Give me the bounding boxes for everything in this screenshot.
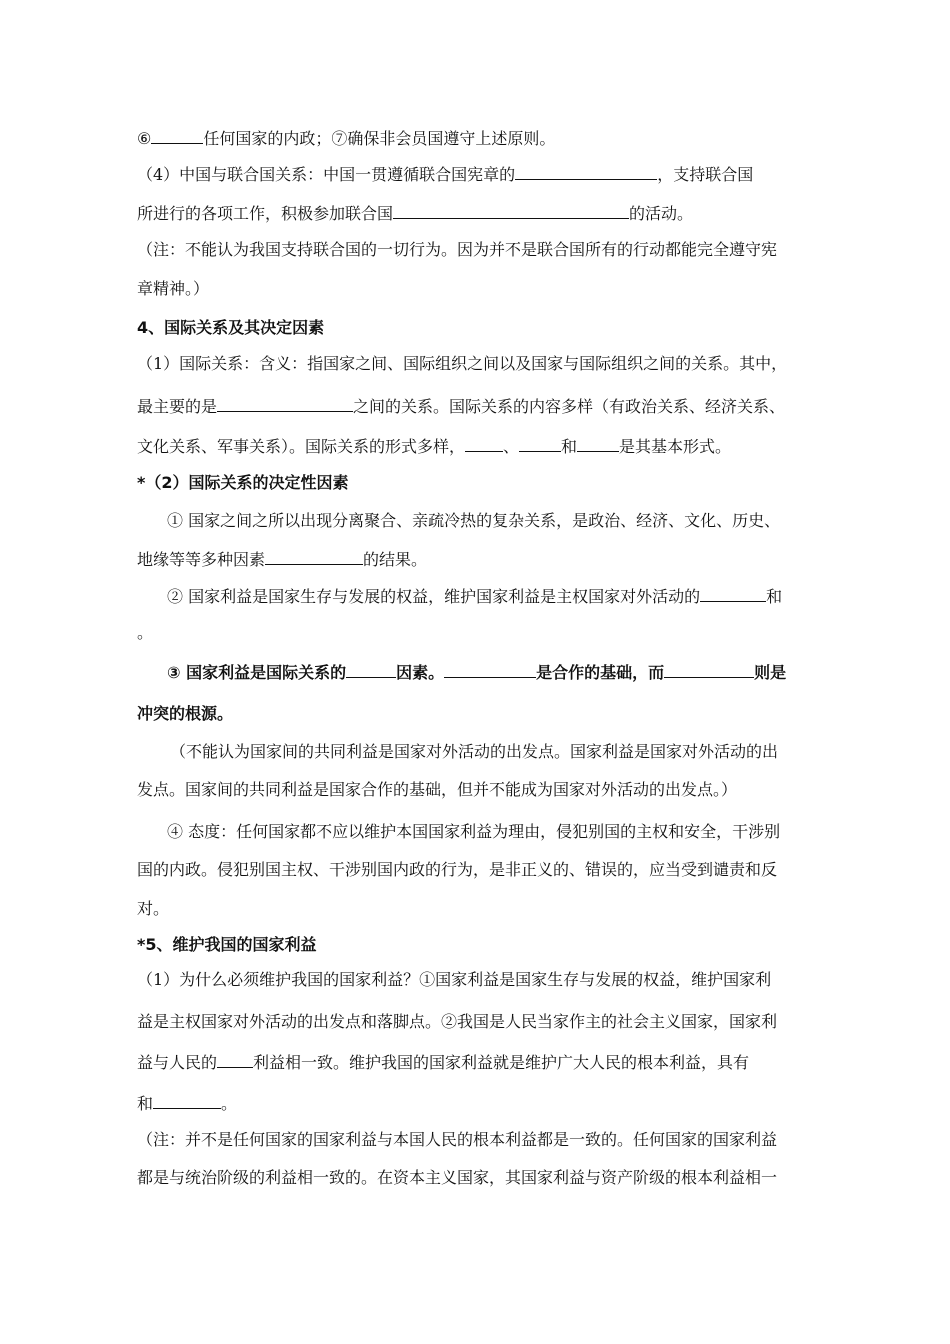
text-line xyxy=(167,586,782,607)
text: 和 xyxy=(137,1094,154,1113)
fill-blank xyxy=(519,436,561,452)
fill-blank xyxy=(664,662,754,678)
text-line: ① 国家之间之所以出现分离聚合、亲疏冷热的复杂关系，是政治、经济、文化、历史、 xyxy=(167,511,781,530)
text: 之间的关系。国际关系的内容多样（有政治关系、经济关系、 xyxy=(353,397,786,416)
text-line xyxy=(137,1052,749,1073)
text: 任何国家的内政；⑦确保非会员国遵守上述原则。 xyxy=(203,129,556,148)
text-line: 国的内政。侵犯别国主权、干涉别国内政的行为，是非正义的、错误的，应当受到谴责和反 xyxy=(137,860,778,879)
text-line: 发点。国家间的共同利益是国家合作的基础，但并不能成为国家对外活动的出发点。） xyxy=(137,780,738,799)
text-line: 章精神。） xyxy=(137,279,210,298)
text-line: （注：不能认为我国支持联合国的一切行为。因为并不是联合国所有的行动都能完全遵守宪 xyxy=(137,240,778,259)
text: 、 xyxy=(503,437,520,456)
text-line xyxy=(137,1093,237,1114)
text: 因素。 xyxy=(396,663,445,682)
fill-blank xyxy=(265,549,363,565)
text: 的结果。 xyxy=(363,550,428,569)
text: 和 xyxy=(766,587,783,606)
text-line: （注：并不是任何国家的国家利益与本国人民的根本利益都是一致的。任何国家的国家利益 xyxy=(137,1130,778,1149)
text: 文化关系、军事关系）。国际关系的形式多样， xyxy=(137,437,466,456)
fill-blank xyxy=(151,128,203,144)
text-line xyxy=(137,128,555,149)
fill-blank xyxy=(515,164,657,180)
text-line xyxy=(137,164,753,185)
fill-blank xyxy=(700,586,766,602)
text: ② 国家利益是国家生存与发展的权益，维护国家利益是主权国家对外活动的 xyxy=(167,587,701,606)
fill-blank xyxy=(217,396,353,412)
text-line: ④ 态度：任何国家都不应以维护本国国家利益为理由，侵犯别国的主权和安全，干涉别 xyxy=(167,822,781,841)
fill-blank xyxy=(217,1052,253,1068)
text-line: （1）国际关系：含义：指国家之间、国际组织之间以及国家与国际组织之间的关系。其中， xyxy=(137,354,788,373)
fill-blank xyxy=(393,203,629,219)
text-line: 。 xyxy=(137,623,154,642)
text-line: 都是与统治阶级的利益相一致的。在资本主义国家，其国家利益与资产阶级的根本利益相一 xyxy=(137,1168,778,1187)
text-line xyxy=(137,396,785,417)
fill-blank xyxy=(465,436,503,452)
text-line xyxy=(137,436,731,457)
text: 则是 xyxy=(754,663,787,682)
text: 是合作的基础，而 xyxy=(536,663,665,682)
text: 利益相一致。维护我国的国家利益就是维护广大人民的根本利益，具有 xyxy=(253,1053,750,1072)
fill-blank xyxy=(577,436,619,452)
text: ⑥ xyxy=(137,129,152,148)
text-line xyxy=(137,203,693,224)
text: 地缘等等多种因素 xyxy=(137,550,266,569)
text: 是其基本形式。 xyxy=(619,437,732,456)
text-line: （不能认为国家间的共同利益是国家对外活动的出发点。国家利益是国家对外活动的出 xyxy=(170,742,779,761)
text: 益与人民的 xyxy=(137,1053,218,1072)
text: 的活动。 xyxy=(629,204,694,223)
text-line: 冲突的根源。 xyxy=(137,704,234,723)
text: 所进行的各项工作，积极参加联合国 xyxy=(137,204,394,223)
text: 最主要的是 xyxy=(137,397,218,416)
section-heading: *5、维护我国的国家利益 xyxy=(137,935,317,954)
text: ③ 国家利益是国际关系的 xyxy=(167,663,347,682)
section-heading: 4、国际关系及其决定因素 xyxy=(137,318,325,337)
text: （4）中国与联合国关系：中国一贯遵循联合国宪章的 xyxy=(137,165,516,184)
text: 。 xyxy=(221,1094,238,1113)
text-line: 对。 xyxy=(137,899,170,918)
fill-blank xyxy=(444,662,536,678)
text-line xyxy=(137,549,427,570)
text-line: 益是主权国家对外活动的出发点和落脚点。②我国是人民当家作主的社会主义国家，国家利 xyxy=(137,1012,778,1031)
text: 和 xyxy=(561,437,578,456)
fill-blank xyxy=(346,662,396,678)
text: ，支持联合国 xyxy=(657,165,754,184)
fill-blank xyxy=(153,1093,221,1109)
text-line: （1）为什么必须维护我国的国家利益？①国家利益是国家生存与发展的权益，维护国家利 xyxy=(137,970,772,989)
section-heading: *（2）国际关系的决定性因素 xyxy=(137,473,349,492)
text-line xyxy=(167,662,786,683)
